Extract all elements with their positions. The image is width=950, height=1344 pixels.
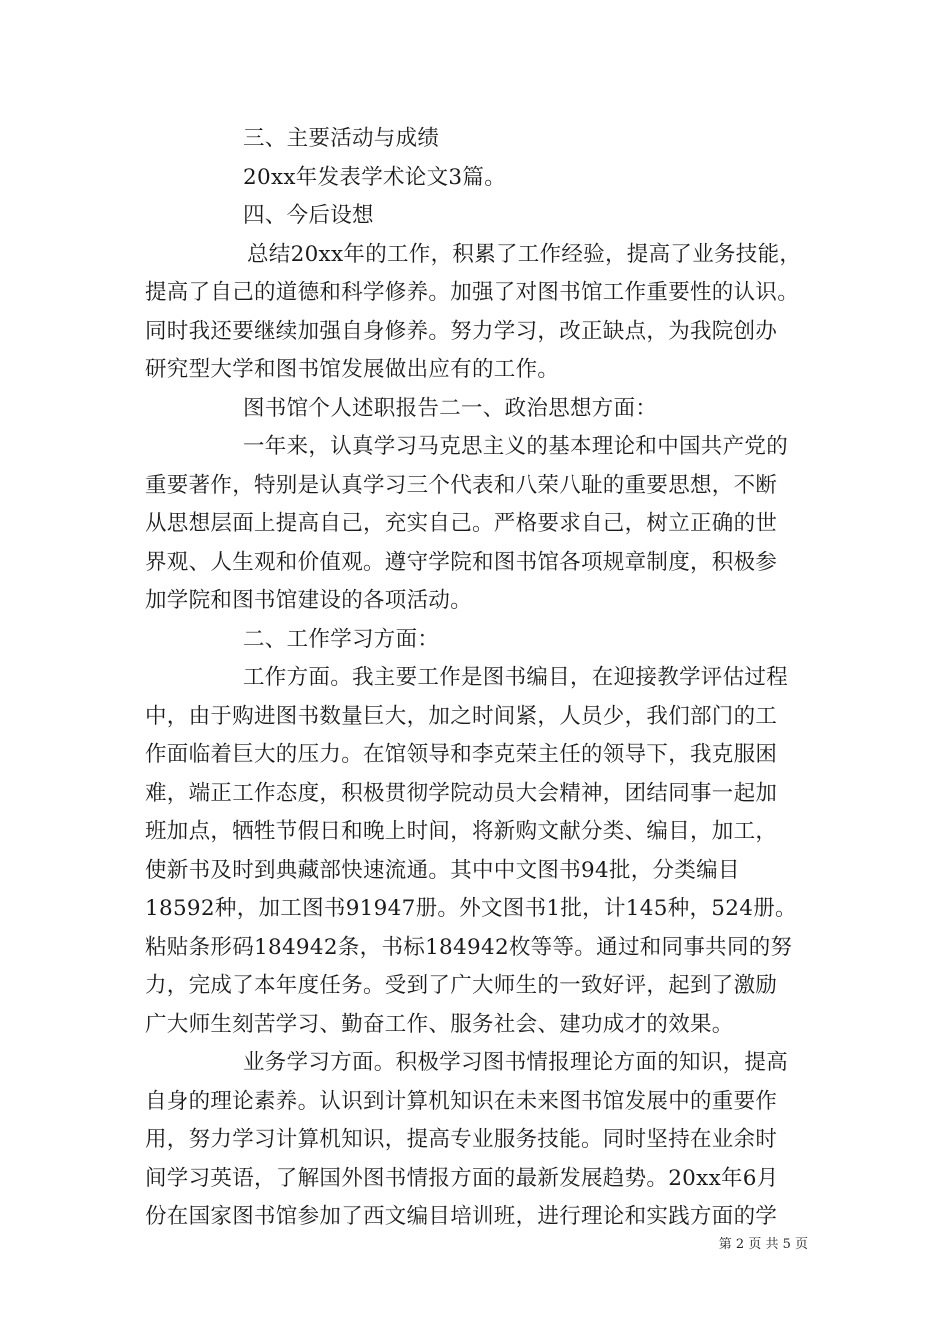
- paragraph-line: 加学院和图书馆建设的各项活动。: [145, 588, 473, 613]
- paragraph-line: 总结20xx年的工作，积累了工作经验，提高了业务技能，: [247, 241, 802, 267]
- paragraph-line: 作面临着巨大的压力。在馆领导和李克荣主任的领导下，我克服困: [145, 742, 778, 767]
- paragraph-line: 粘贴条形码184942条，书标184942枚等等。通过和同事共同的努: [145, 934, 793, 960]
- section-heading: 二、工作学习方面：: [243, 626, 440, 652]
- paragraph-line: 重要著作，特别是认真学习三个代表和八荣八耻的重要思想，不断: [145, 472, 778, 498]
- paragraph-line: 工作方面。我主要工作是图书编目，在迎接教学评估过程: [243, 665, 789, 690]
- paragraph-line: 提高了自己的道德和科学修养。加强了对图书馆工作重要性的认识。: [145, 280, 800, 305]
- paragraph-line: 广大师生刻苦学习、勤奋工作、服务社会、建功成才的效果。: [145, 1011, 734, 1037]
- paragraph-line: 份在国家图书馆参加了西文编目培训班，进行理论和实践方面的学: [145, 1204, 778, 1229]
- paragraph-line: 业务学习方面。积极学习图书情报理论方面的知识，提高: [243, 1050, 789, 1075]
- paragraph-line: 中，由于购进图书数量巨大，加之时间紧，人员少，我们部门的工: [145, 703, 778, 729]
- paragraph-line: 班加点，牺牲节假日和晚上时间，将新购文献分类、编目，加工，: [145, 819, 778, 844]
- paragraph-line: 研究型大学和图书馆发展做出应有的工作。: [145, 357, 560, 382]
- paragraph-line: 18592种，加工图书91947册。外文图书1批，计145种，524册。: [145, 896, 797, 921]
- paragraph-line: 20xx年发表学术论文3篇。: [243, 164, 506, 190]
- paragraph-line: 一年来，认真学习马克思主义的基本理论和中国共产党的: [243, 434, 789, 459]
- section-heading: 三、主要活动与成绩: [243, 126, 440, 151]
- section-heading: 四、今后设想: [243, 203, 374, 228]
- paragraph-line: 力，完成了本年度任务。受到了广大师生的一致好评，起到了激励: [145, 973, 778, 998]
- document-body: [145, 120, 815, 1237]
- paragraph-line: 难，端正工作态度，积极贯彻学院动员大会精神，团结同事一起加: [145, 780, 778, 806]
- paragraph-line: 同时我还要继续加强自身修养。努力学习，改正缺点，为我院创办: [145, 318, 778, 344]
- paragraph-line: 间学习英语，了解国外图书情报方面的最新发展趋势。20xx年6月: [145, 1165, 779, 1191]
- paragraph-line: 使新书及时到典藏部快速流通。其中中文图书94批，分类编目: [145, 857, 740, 883]
- paragraph-line: 界观、人生观和价值观。遵守学院和图书馆各项规章制度，积极参: [145, 549, 778, 575]
- paragraph-line: 用，努力学习计算机知识，提高专业服务技能。同时坚持在业余时: [145, 1127, 778, 1152]
- paragraph-line: 从思想层面上提高自己，充实自己。严格要求自己，树立正确的世: [145, 511, 778, 536]
- page-number: 第 2 页 共 5 页: [718, 1237, 808, 1252]
- paragraph-line: 自身的理论素养。认识到计算机知识在未来图书馆发展中的重要作: [145, 1088, 778, 1114]
- section-heading: 图书馆个人述职报告二一、政治思想方面：: [243, 395, 658, 421]
